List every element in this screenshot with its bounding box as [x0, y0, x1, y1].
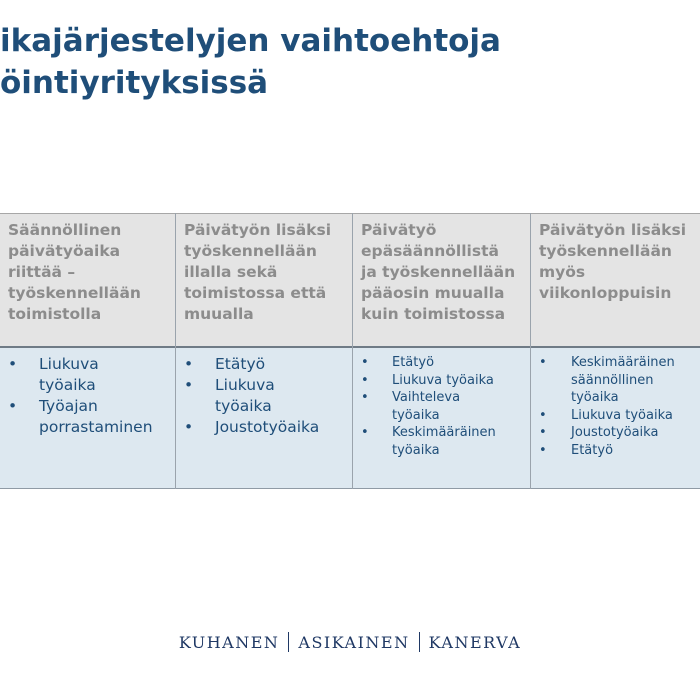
header-line: työskennellään [539, 242, 672, 260]
option-column-1 [0, 213, 176, 489]
header-line: viikonloppuisin [539, 284, 672, 302]
slide-title-line-1: ikajärjestelyjen vaihtoehtoja [0, 23, 501, 59]
header-line: toimistolla [8, 305, 102, 323]
header-line: pääosin muualla [361, 284, 505, 302]
column-header [0, 213, 175, 348]
bullet-icon: • [184, 418, 194, 436]
column-header [176, 213, 352, 348]
option-column-3 [353, 213, 531, 489]
header-line: työskennellään [184, 242, 317, 260]
header-line: kuin toimistossa [361, 305, 506, 323]
header-line: myös [539, 263, 586, 281]
options-table [0, 213, 700, 489]
bullet-icon: • [361, 355, 369, 370]
header-line: muualla [184, 305, 254, 323]
list-item: • Keskimääräinen työaika [361, 425, 496, 458]
footer-name-2: ASIKAINEN [298, 632, 410, 652]
list-item: • Vaihteleva työaika [361, 390, 461, 423]
header-line: epäsäännöllistä [361, 242, 499, 260]
column-header [353, 213, 530, 348]
bullet-icon: • [539, 355, 547, 370]
bullet-icon: • [539, 442, 547, 458]
header-line: Säännöllinen [8, 221, 122, 239]
footer-divider [288, 632, 289, 652]
bullet-icon: • [361, 372, 369, 388]
list-item: • Etätyö [361, 355, 435, 370]
column-header [531, 213, 700, 348]
bullet-list [184, 354, 346, 438]
bullet-icon: • [184, 376, 194, 394]
bullet-icon: • [8, 397, 18, 415]
list-item: • Etätyö [539, 442, 614, 458]
bullet-list [539, 354, 694, 459]
bullet-icon: • [8, 355, 18, 373]
list-item: • Liukuva työaika [8, 355, 99, 394]
list-item: • Joustotyöaika [539, 425, 659, 440]
header-line: päivätyöaika [8, 242, 121, 260]
list-item: • Etätyö [184, 355, 266, 373]
header-line: ja työskennellään [361, 263, 516, 281]
footer-divider [419, 632, 420, 652]
footer-brand [0, 632, 700, 652]
slide-title [0, 20, 700, 104]
list-item: • Liukuva työaika [361, 372, 494, 388]
column-body [353, 348, 530, 489]
bullet-icon: • [539, 407, 547, 423]
list-item: • Liukuva työaika [184, 376, 275, 415]
header-line: toimistossa että [184, 284, 327, 302]
list-item: • Työajan porrastaminen [8, 397, 153, 436]
column-body [531, 348, 700, 489]
list-item: • Joustotyöaika [184, 418, 320, 436]
bullet-icon: • [184, 355, 194, 373]
option-column-4 [531, 213, 700, 489]
bullet-list [8, 354, 169, 438]
bullet-icon: • [361, 425, 369, 440]
column-body [176, 348, 352, 489]
footer-name-3: KANERVA [428, 632, 522, 652]
header-line: työskennellään [8, 284, 141, 302]
bullet-icon: • [361, 390, 369, 405]
header-line: Päivätyö [361, 221, 437, 239]
option-column-2 [176, 213, 353, 489]
header-line: riittää – [8, 263, 76, 281]
header-line: illalla sekä [184, 263, 278, 281]
header-line: Päivätyön lisäksi [184, 221, 332, 239]
footer-name-1: KUHANEN [178, 632, 280, 652]
column-body [0, 348, 175, 489]
header-line: Päivätyön lisäksi [539, 221, 687, 239]
list-item: • Keskimääräinen säännöllinen työaika [539, 355, 675, 405]
bullet-list [361, 354, 524, 459]
slide-title-line-2: öintiyrityksissä [0, 65, 269, 101]
bullet-icon: • [539, 425, 547, 440]
list-item: • Liukuva työaika [539, 407, 673, 423]
